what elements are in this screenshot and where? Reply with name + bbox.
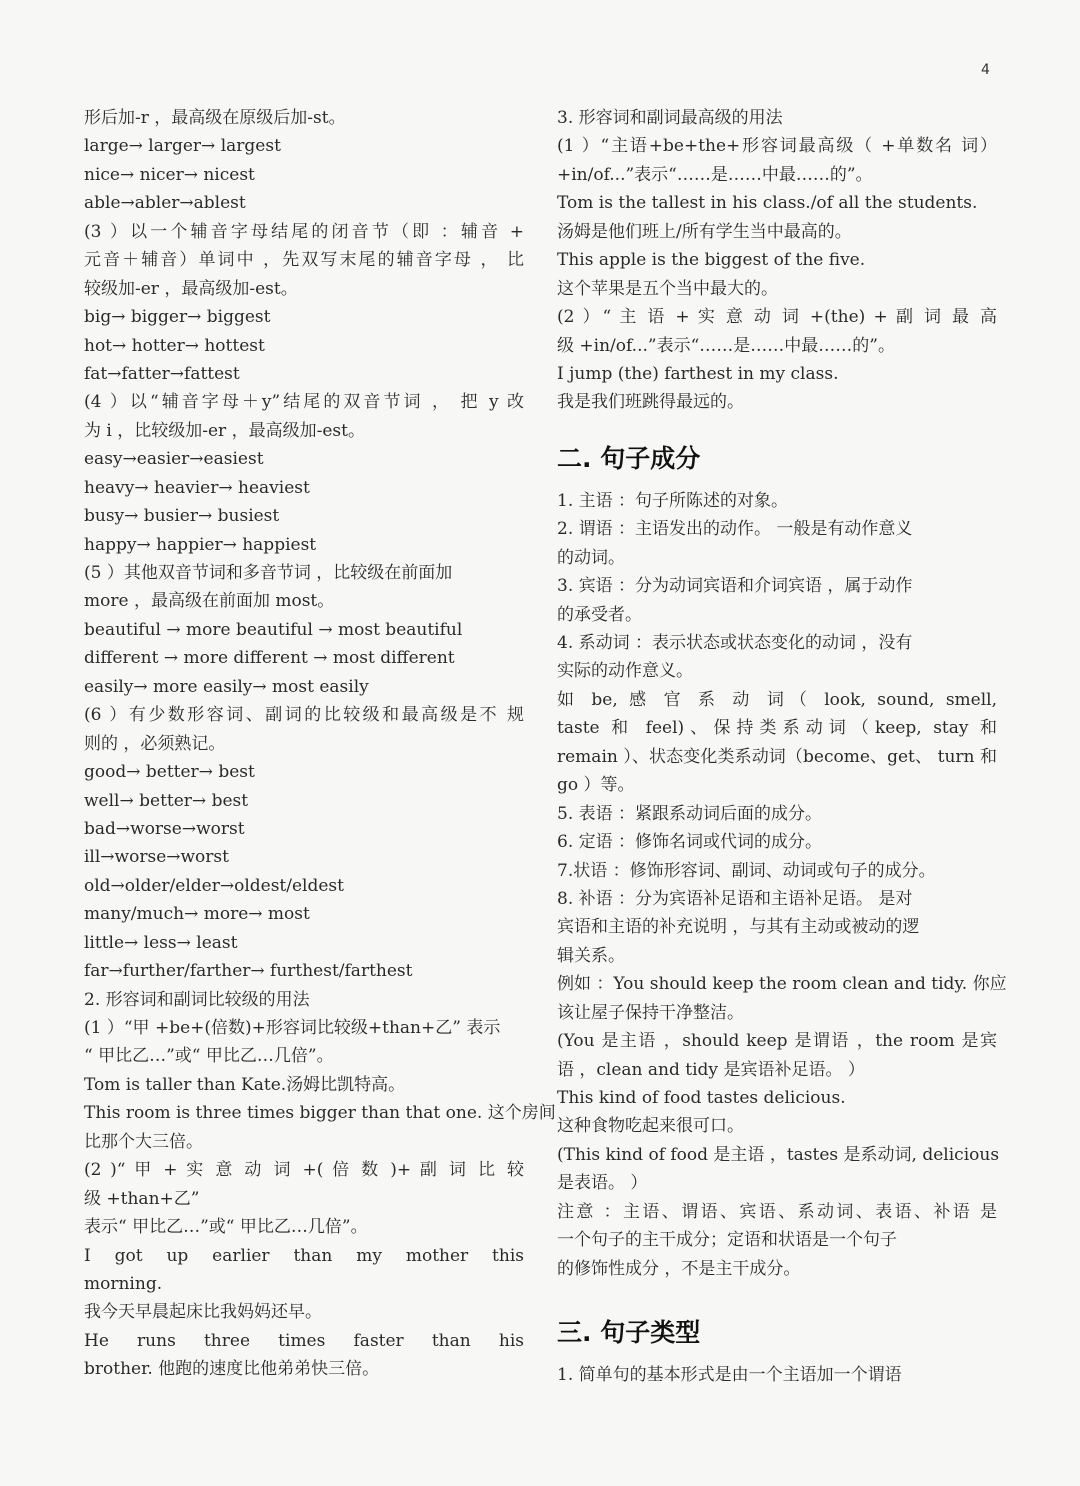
text-line: bad→worse→worst [84, 818, 245, 839]
text-line: 例如 ：You should keep the room clean and tidy. 你应 [557, 974, 1007, 995]
text-line: (4 ）以“辅音字母＋y”结尾的双音节词 ， 把 y 改 [84, 392, 524, 413]
text-line: +in/of...”表示“……是……中最……的”。 [557, 164, 873, 185]
text-line: 实际的动作意义。 [557, 661, 693, 682]
section-heading-sentence-types: 三. 句子类型 [557, 1318, 701, 1348]
text-line: 1. 简单句的基本形式是由一个主语加一个谓语 [557, 1365, 902, 1386]
text-line: large→ larger→ largest [84, 136, 281, 157]
text-line: 1. 主语 ：句子所陈述的对象。 [557, 490, 789, 511]
text-line: 3. 宾语 ：分为动词宾语和介词宾语 ，属于动作 [557, 576, 913, 597]
text-line: I got up earlier than my mother this [84, 1245, 524, 1266]
text-line: 我今天早晨起床比我妈妈还早。 [84, 1302, 322, 1323]
text-line: “ 甲比乙…”或“ 甲比乙…几倍”。 [84, 1046, 334, 1067]
text-line: 汤姆是他们班上/所有学生当中最高的。 [557, 221, 852, 242]
text-line: far→further/farther→ furthest/farthest [84, 961, 413, 982]
text-line: (3 ）以一个辅音字母结尾的闭音节（即 ：辅音 + [84, 221, 524, 242]
text-line: (2 ）“ 主 语 + 实 意 动 词 +(the) + 副 词 最 高 [557, 307, 997, 328]
text-line: (1 ）“主语+be+the+形容词最高级（ +单数名 词） [557, 136, 997, 157]
text-line: morning. [84, 1273, 163, 1294]
text-line: 比那个大三倍。 [84, 1131, 203, 1152]
text-line: 5. 表语 ：紧跟系动词后面的成分。 [557, 803, 823, 824]
text-line: 8. 补语 ：分为宾语补足语和主语补足语。 是对 [557, 888, 913, 909]
text-line: big→ bigger→ biggest [84, 307, 271, 328]
text-line: (This kind of food 是主语 ，tastes 是系动词, delicious [557, 1144, 1000, 1165]
text-line: 语 ，clean and tidy 是宾语补足语。 ） [557, 1059, 865, 1080]
text-line: ill→worse→worst [84, 847, 229, 868]
text-line: 辑关系。 [557, 945, 625, 966]
text-line: 我是我们班跳得最远的。 [557, 392, 744, 413]
text-line: 3. 形容词和副词最高级的用法 [557, 108, 783, 128]
text-line: (You 是主语 ，should keep 是谓语 ，the room 是宾 [557, 1031, 997, 1052]
text-line: 较级加-er ，最高级加-est。 [84, 278, 298, 299]
text-line: brother. 他跑的速度比他弟弟快三倍。 [84, 1359, 380, 1380]
text-line: 宾语和主语的补充说明 ，与其有主动或被动的逻 [557, 917, 920, 938]
text-line: go ）等。 [557, 775, 635, 796]
text-line: 这个苹果是五个当中最大的。 [557, 278, 778, 299]
text-line: more ，最高级在前面加 most。 [84, 591, 335, 612]
text-line: 6. 定语 ：修饰名词或代词的成分。 [557, 832, 823, 853]
sentence-components-section [557, 487, 1007, 1283]
text-line: 2. 谓语 ：主语发出的动作。 一般是有动作意义 [557, 519, 913, 540]
text-line: 级 +than+乙” [84, 1188, 200, 1209]
text-line: able→abler→ablest [84, 193, 246, 214]
text-line: Tom is the tallest in his class./of all the students. [557, 193, 978, 214]
text-line: little→ less→ least [84, 932, 238, 953]
text-line: 的承受者。 [557, 604, 642, 625]
text-line: 为 i ，比较级加-er ，最高级加-est。 [84, 420, 365, 441]
text-line: easy→easier→easiest [84, 449, 264, 470]
text-line: 的修饰性成分 ，不是主干成分。 [557, 1258, 801, 1279]
left-column [84, 104, 556, 1384]
text-line: I jump (the) farthest in my class. [557, 363, 839, 384]
text-line: 形后加-r ，最高级在原级后加-st。 [84, 108, 346, 128]
text-line: easily→ more easily→ most easily [84, 676, 369, 697]
text-line: busy→ busier→ busiest [84, 506, 280, 527]
superlative-usage-section [557, 104, 997, 417]
text-line: nice→ nicer→ nicest [84, 164, 255, 185]
section-heading-sentence-components: 二. 句子成分 [557, 443, 701, 473]
text-line: well→ better→ best [84, 790, 249, 811]
text-line: 元音＋辅音）单词中 ，先双写末尾的辅音字母 ， 比 [84, 250, 524, 271]
text-line: 的动词。 [557, 547, 625, 568]
text-line: 该让屋子保持干净整洁。 [557, 1002, 744, 1023]
text-line: 级 +in/of...”表示“……是……中最……的”。 [557, 335, 895, 356]
text-line: (1 ）“甲 +be+(倍数)+形容词比较级+than+乙” 表示 [84, 1018, 501, 1038]
sentence-types-section [557, 1361, 997, 1389]
text-line: 2. 形容词和副词比较级的用法 [84, 989, 310, 1010]
text-line: beautiful → more beautiful → most beautiful [84, 619, 463, 640]
text-line: Tom is taller than Kate.汤姆比凯特高。 [84, 1074, 406, 1095]
text-line: good→ better→ best [84, 762, 255, 783]
text-line: This room is three times bigger than that one. 这个房间 [84, 1103, 556, 1124]
text-line: 是表语。 ） [557, 1173, 648, 1194]
text-line: 一个句子的主干成分；定语和状语是一个句子 [557, 1230, 897, 1251]
text-line: heavy→ heavier→ heaviest [84, 477, 310, 498]
text-line: 则的 ，必须熟记。 [84, 733, 226, 754]
text-line: 注意 ：主语、谓语、宾语、系动词、表语、补语 是 [557, 1201, 997, 1222]
text-line: taste 和 feel)、保持类系动词（keep, stay 和 [557, 718, 997, 739]
text-line: many/much→ more→ most [84, 904, 310, 925]
page-number: 4 [981, 62, 990, 78]
text-line: This kind of food tastes delicious. [557, 1088, 846, 1108]
text-line: (2 )“ 甲 + 实 意 动 词 +( 倍 数 )+ 副 词 比 较 [84, 1160, 524, 1181]
text-line: 表示“ 甲比乙…”或“ 甲比乙…几倍”。 [84, 1217, 368, 1238]
text-line: remain ）、状态变化类系动词（become、get、 turn 和 [557, 746, 997, 767]
text-line: hot→ hotter→ hottest [84, 335, 265, 356]
text-line: This apple is the biggest of the five. [557, 250, 866, 271]
text-line: He runs three times faster than his [84, 1330, 524, 1351]
text-line: fat→fatter→fattest [84, 363, 240, 384]
text-line: old→older/elder→oldest/eldest [84, 875, 344, 896]
text-line: (6 ）有少数形容词、副词的比较级和最高级是不 规 [84, 705, 524, 726]
text-line: 7.状语 ：修饰形容词、副词、动词或句子的成分。 [557, 860, 936, 881]
text-line: 如 be, 感 官 系 动 词（ look, sound, smell, [557, 689, 997, 710]
right-column [557, 104, 1007, 1390]
text-line: happy→ happier→ happiest [84, 534, 317, 555]
text-line: different → more different → most different [84, 648, 455, 669]
text-line: 4. 系动词 ：表示状态或状态变化的动词 ，没有 [557, 633, 913, 653]
text-line: (5 ）其他双音节词和多音节词 ，比较级在前面加 [84, 563, 453, 583]
text-line: 这种食物吃起来很可口。 [557, 1116, 744, 1137]
